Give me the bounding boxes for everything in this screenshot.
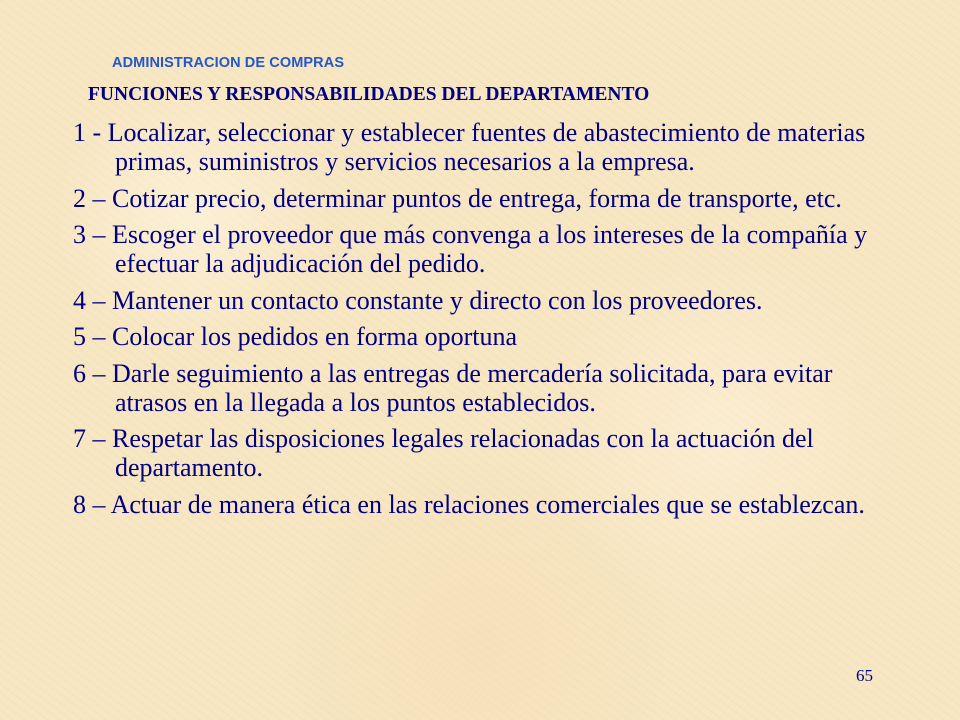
list-item: 5 – Colocar los pedidos en forma oportuna [73,322,518,351]
list-item: 7 – Respetar las disposiciones legales relacionadas con la actuación del departamento. [73,424,814,482]
list-item: 1 - Localizar, seleccionar y establecer fuentes de abastecimiento de materias primas, suministros y servicios necesarios a la empresa. [73,118,866,176]
subject-header: ADMINISTRACION DE COMPRAS [112,55,345,71]
list-item: 6 – Darle seguimiento a las entregas de mercadería solicitada, para evitar atrasos en la llegada a los puntos establecidos. [73,358,833,417]
page-number: 65 [856,666,873,685]
list-item: 4 – Mantener un contacto constante y directo con los proveedores. [73,285,763,315]
slide-title: FUNCIONES Y RESPONSABILIDADES DEL DEPARTAMENTO [88,84,650,105]
list-item: 2 – Cotizar precio, determinar puntos de entrega, forma de transporte, etc. [73,183,842,213]
list-item: 8 – Actuar de manera ética en las relaciones comerciales que se establezcan. [73,489,865,519]
responsibilities-list [73,118,893,526]
list-item: 3 – Escoger el proveedor que más convenga a los intereses de la compañía y efectuar la adjudicación del pedido. [73,220,868,278]
